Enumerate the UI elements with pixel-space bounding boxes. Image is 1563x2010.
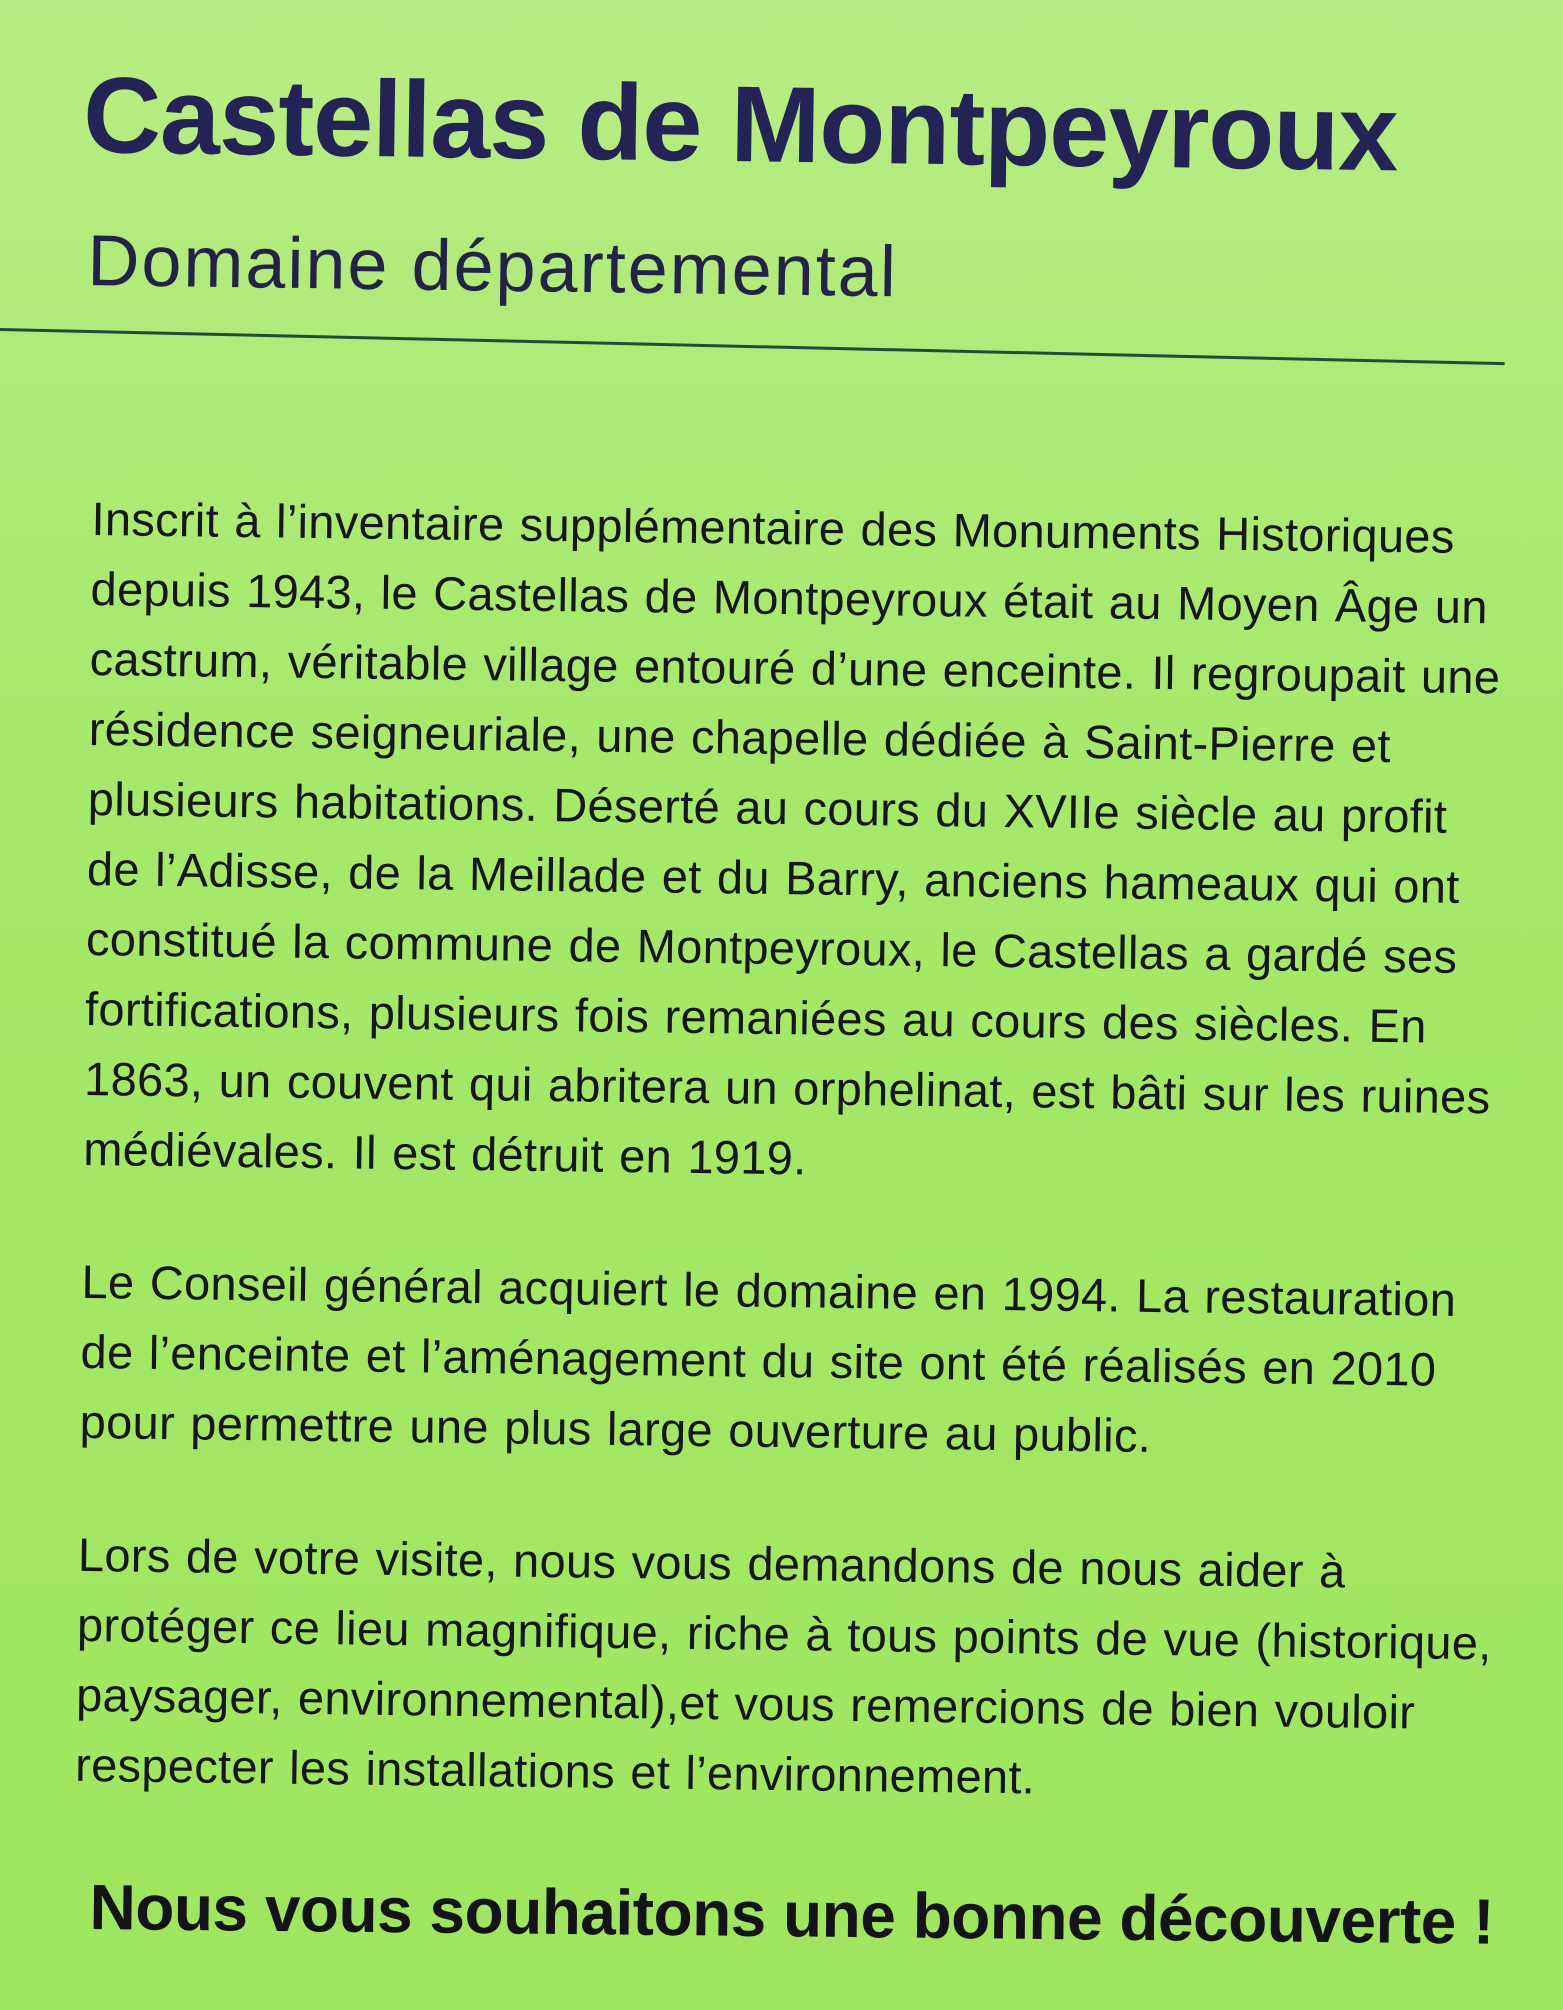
sign-body: [74, 484, 1512, 1881]
sign-title: Castellas de Montpeyroux: [82, 54, 1399, 194]
paragraph-restoration: Le Conseil général acquiert le domaine en 1994. La restauration de l’enceinte et l’aménagement du site ont été réalisés en 2010 pour permettre une plus large ouverture au public.: [79, 1254, 1457, 1462]
paragraph-history: Inscrit à l’inventaire supplémentaire des Monuments Historiques depuis 1943, le Castellas de Montpeyroux était au Moyen Âge un castrum, véritable village entouré d’une enceinte. Il regroupait une résidence seigneuriale, une chapelle dédiée à Saint-Pierre et plusieurs habitations. Déserté au cours du XVIIe siècle au profit de l’Adisse, de la Meillade et du Barry, anciens hameaux qui ont constitué la commune de Montpeyroux, le Castellas a gardé ses fortifications, plusieurs fois remaniées au cours des siècles. En 1863, un couvent qui abritera un orphelinat, est bâti sur les ruines médiévales. Il est détruit en 1919.: [82, 491, 1501, 1185]
sign-subtitle: Domaine départemental: [86, 220, 899, 313]
title-divider: [0, 328, 1505, 365]
closing-message: Nous vous souhaitons une bonne découverte !: [89, 1871, 1495, 1958]
paragraph-visit: Lors de votre visite, nous vous demandons de nous aider à protéger ce lieu magnifique, riche à tous points de vue (historique, paysager, environnemental),et vous remercions de bien vouloir respecter les installations et l’environnement.: [74, 1527, 1492, 1804]
